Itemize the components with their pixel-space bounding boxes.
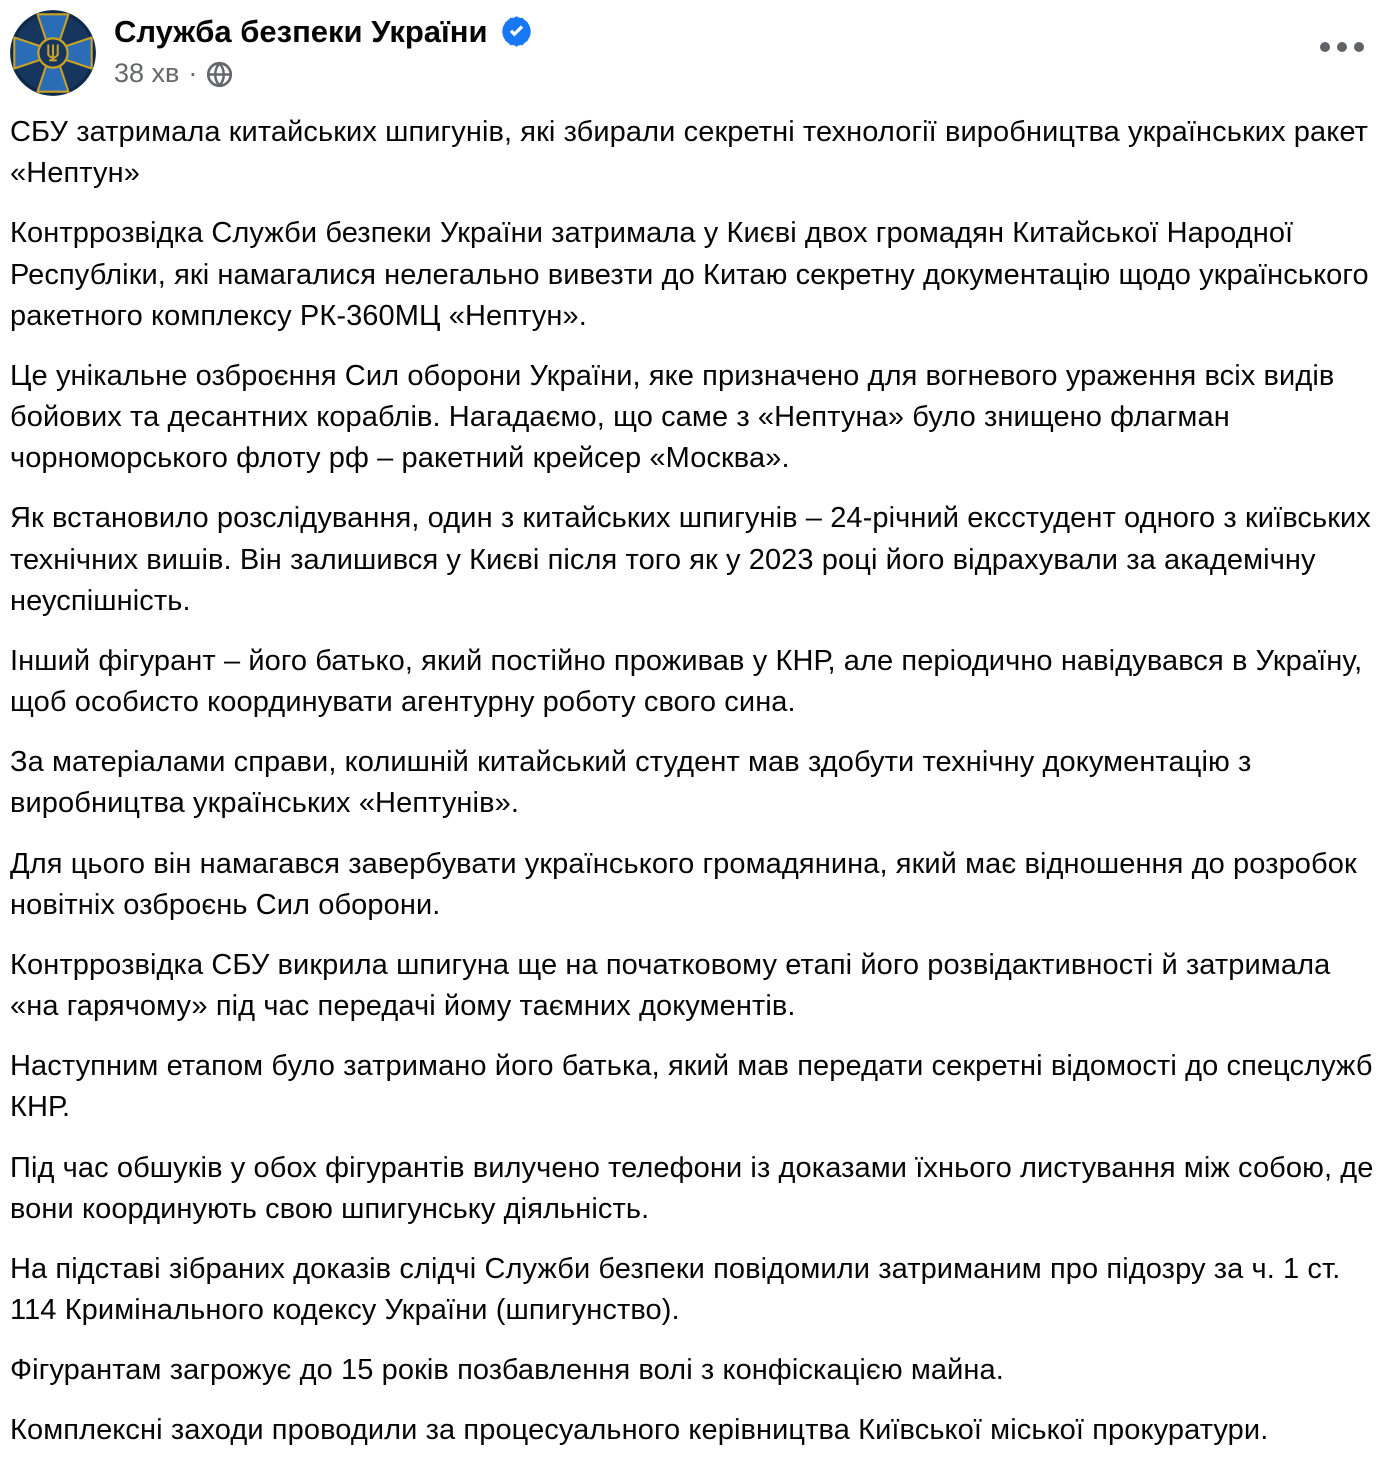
- ellipsis-icon: [1320, 42, 1330, 52]
- timestamp[interactable]: 38 хв: [114, 57, 180, 88]
- post-paragraph: За матеріалами справи, колишній китайський студент мав здобути технічну документацію з виробництва українських «Нептунів».: [10, 746, 1260, 820]
- post-paragraph: Наступним етапом було затримано його батька, який мав передати секретні відомості до спецслужб КНР.: [10, 1050, 1381, 1124]
- post-paragraph: Під час обшуків у обох фігурантів вилучено телефони із доказами їхнього листування між собою, де вони координують свою шпигунську діяльність.: [10, 1151, 1382, 1225]
- post-paragraph: Комплексні заходи проводили за процесуального керівництва Київської міської прокуратури.: [10, 1414, 1269, 1447]
- post-paragraph: Контррозвідка СБУ викрила шпигуна ще на початковому етапі його розвідактивності й затримала «на гарячому» під час передачі йому таємних документів.: [10, 948, 1339, 1023]
- header-info: [114, 10, 532, 89]
- post-paragraph: Фігурантам загрожує до 15 років позбавлення волі з конфіскацією майна.: [10, 1354, 1004, 1387]
- author-name[interactable]: Служба безпеки України: [114, 14, 488, 49]
- post-paragraph: Як встановило розслідування, один з китайських шпигунів – 24-річний ексстудент одного з київських технічних вишів. Він залишився у Києві після того як у 2023 році його відрахували за академічну неуспішність.: [10, 502, 1380, 617]
- more-options-button[interactable]: [1314, 32, 1370, 62]
- post-meta: [114, 58, 532, 89]
- post-paragraph: На підставі зібраних доказів слідчі Служби безпеки повідомили затриманим про підозру за ч. 1 ст. 114 Кримінального кодексу України (шпигунство).: [10, 1252, 1349, 1327]
- post-body: [10, 108, 1384, 1452]
- post-paragraph: Інший фігурант – його батько, який постійно проживав у КНР, але періодично навідувався в Україну, щоб особисто координувати агентурну роботу свого сина.: [10, 644, 1371, 719]
- ellipsis-icon: [1337, 42, 1347, 52]
- post-paragraph: Для цього він намагався завербувати українського громадянина, який має відношення до розробок новітніх озброєнь Сил оборони.: [10, 847, 1365, 921]
- verified-badge-icon: [501, 16, 532, 47]
- post-header: [10, 8, 1384, 108]
- sbu-emblem-icon: [10, 10, 96, 96]
- avatar[interactable]: [10, 10, 96, 96]
- ellipsis-icon: [1354, 42, 1364, 52]
- post-paragraph: СБУ затримала китайських шпигунів, які збирали секретні технології виробництва українських ракет «Нептун»: [10, 116, 1377, 190]
- post-paragraph: Це унікальне озброєння Сил оборони України, яке призначено для вогневого ураження всіх видів бойових та десантних кораблів. Нагадаємо, що саме з «Нептуна» було знищено флагман чорноморського флоту рф – ракетний крейсер «Москва».: [10, 359, 1343, 475]
- post-paragraph: Контррозвідка Служби безпеки України затримала у Києві двох громадян Китайської Народної Республіки, які намагалися нелегально вивезти до Китаю секретну документацію щодо українського ракетного комплексу РК-360МЦ «Нептун».: [10, 217, 1377, 332]
- meta-separator: ·: [188, 57, 198, 88]
- globe-icon: [206, 61, 233, 88]
